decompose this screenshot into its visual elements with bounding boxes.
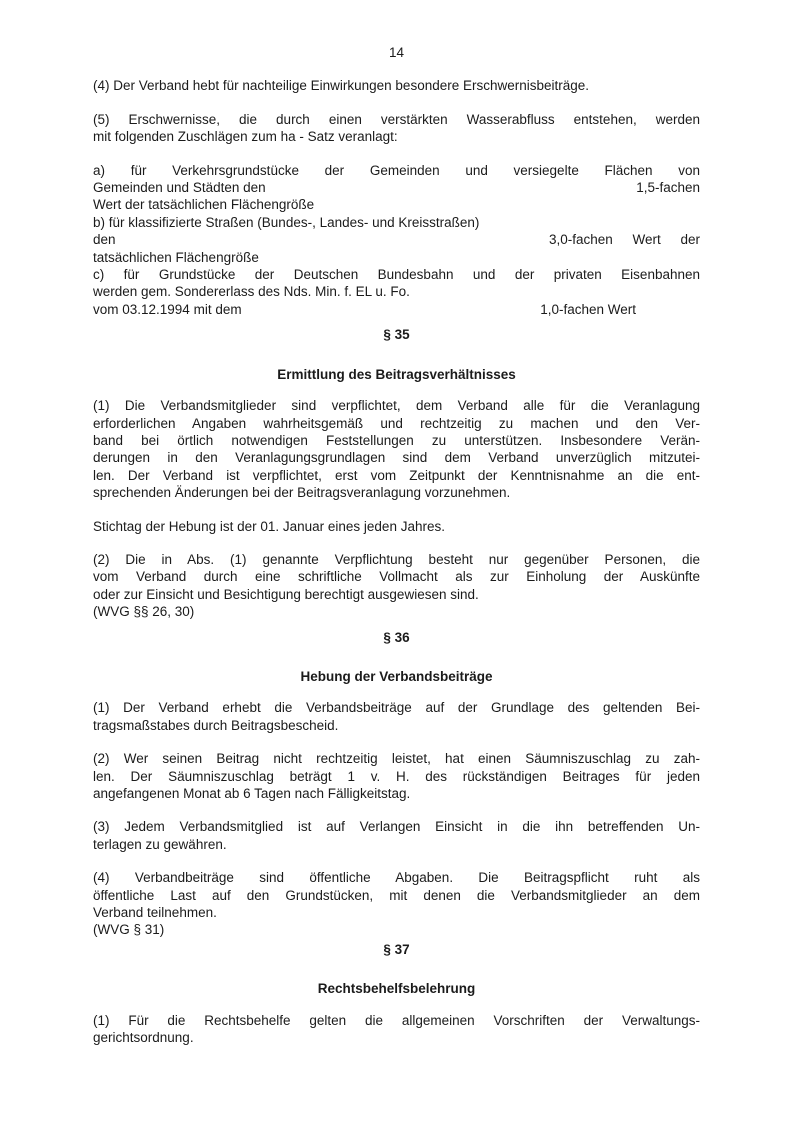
section-35-deadline-note (93, 518, 700, 535)
list-item-a (93, 162, 700, 214)
section-35-paragraph-1 (93, 397, 700, 501)
section-35-number: § 35 (383, 327, 410, 343)
text-line: terlagen zu gewähren. (93, 836, 227, 852)
section-35-paragraph-2 (93, 551, 700, 621)
text-line: erforderlichen Angaben wahrheitsgemäß und rechtzeitig zu machen und den Ver- (93, 415, 700, 431)
value-line-b (93, 231, 700, 248)
page-number: 14 (388, 45, 405, 60)
text-line: c) für Grundstücke der Deutschen Bundesbahn und der privaten Eisenbahnen (93, 267, 700, 283)
text-line: tatsächlichen Flächengröße (93, 249, 259, 265)
text-line: band bei örtlich notwendigen Feststellungen zu unterstützen. Insbesondere Verän- (93, 432, 700, 448)
text-line: derungen in den Veranlagungsgrundlagen sind dem Verband unverzüglich mitzutei- (93, 450, 700, 466)
text-line: (4) Verbandbeiträge sind öffentliche Abgaben. Die Beitragspflicht ruht als (93, 870, 700, 886)
text-line: werden gem. Sondererlass des Nds. Min. f. EL u. Fo. (93, 284, 410, 300)
text-line: sprechenden Änderungen bei der Beitragsveranlagung vorzunehmen. (93, 485, 511, 501)
surcharge-list (93, 162, 700, 319)
section-36-number: § 36 (383, 629, 410, 645)
paragraph-5 (93, 111, 700, 146)
text-line: öffentliche Last auf den Grundstücken, mit denen die Verbandsmitglieder an dem (93, 887, 700, 903)
text-line: (2) Die in Abs. (1) genannte Verpflichtung besteht nur gegenüber Personen, die (93, 551, 700, 567)
text-line: angefangenen Monat ab 6 Tagen nach Fälligkeitstag. (93, 786, 411, 801)
text-line: mit folgenden Zuschlägen zum ha - Satz veranlagt: (93, 129, 398, 145)
text-line: Verband teilnehmen. (93, 905, 217, 921)
text-line: b) für klassifizierte Straßen (Bundes-, Landes- und Kreisstraßen) (93, 214, 480, 230)
value-line-a-label: Gemeinden und Städten den (93, 180, 266, 196)
text-line: (3) Jedem Verbandsmitglied ist auf Verlangen Einsicht in die ihn betreffenden Un- (93, 819, 700, 835)
value-line-a-factor: 1,5-fachen (636, 180, 700, 196)
text-line: (1) Der Verband erhebt die Verbandsbeiträge auf der Grundlage des geltenden Bei- (93, 700, 700, 716)
text-line: (5) Erschwernisse, die durch einen verstärkten Wasserabfluss entstehen, werden (93, 111, 700, 127)
text-line: oder zur Einsicht und Besichtigung berechtigt ausgewiesen sind. (93, 586, 479, 602)
section-36-title: Hebung der Verbandsbeiträge (300, 668, 493, 684)
text-line: a) für Verkehrsgrundstücke der Gemeinden und versiegelte Flächen von (93, 162, 700, 178)
section-37-paragraph-1 (93, 1012, 700, 1047)
section-37-number: § 37 (383, 941, 410, 957)
section-36-paragraph-4 (93, 869, 700, 939)
list-item-b (93, 214, 700, 266)
text-line: vom Verband durch eine schriftliche Vollmacht als zur Einholung der Auskünfte (93, 569, 700, 585)
list-item-c (93, 266, 700, 318)
text-line: len. Der Säumniszuschlag beträgt 1 v. H. des rückständigen Beitrages für jeden (93, 768, 700, 784)
value-line-a (93, 179, 700, 196)
value-line-c-label: vom 03.12.1994 mit dem (93, 301, 242, 317)
legal-reference: (WVG §§ 26, 30) (93, 604, 195, 620)
text-line: len. Der Verband ist verpflichtet, erst vom Zeitpunkt der Kenntnisnahme an die ent- (93, 467, 700, 483)
text-line: (1) Die Verbandsmitglieder sind verpflichtet, dem Verband alle für die Veranlagung (93, 398, 700, 414)
value-line-b-label: den (93, 232, 116, 248)
value-line-b-factor: 3,0-fachen Wert der (548, 232, 700, 248)
section-36-paragraph-3 (93, 818, 700, 853)
section-36-paragraph-2 (93, 750, 700, 802)
paragraph-4 (93, 77, 700, 94)
text-line: gerichtsordnung. (93, 1030, 194, 1046)
text-line: Wert der tatsächlichen Flächengröße (93, 197, 315, 213)
value-line-c (93, 301, 700, 318)
text-line: (2) Wer seinen Beitrag nicht rechtzeitig leistet, hat einen Säumniszuschlag zu zah- (93, 751, 700, 767)
text-line: (1) Für die Rechtsbehelfe gelten die allgemeinen Vorschriften der Verwaltungs- (93, 1012, 700, 1028)
page-content (93, 44, 700, 1062)
text-line: Stichtag der Hebung ist der 01. Januar eines jeden Jahres. (93, 518, 445, 534)
section-36-paragraph-1 (93, 699, 700, 734)
text-line: (4) Der Verband hebt für nachteilige Einwirkungen besondere Erschwernisbeiträge. (93, 78, 590, 94)
legal-reference: (WVG § 31) (93, 922, 165, 938)
section-35-title: Ermittlung des Beitragsverhältnisses (277, 366, 516, 382)
section-37-title: Rechtsbehelfsbelehrung (317, 981, 476, 997)
value-line-c-factor: 1,0-fachen Wert (540, 301, 636, 317)
text-line: tragsmaßstabes durch Beitragsbescheid. (93, 717, 339, 733)
